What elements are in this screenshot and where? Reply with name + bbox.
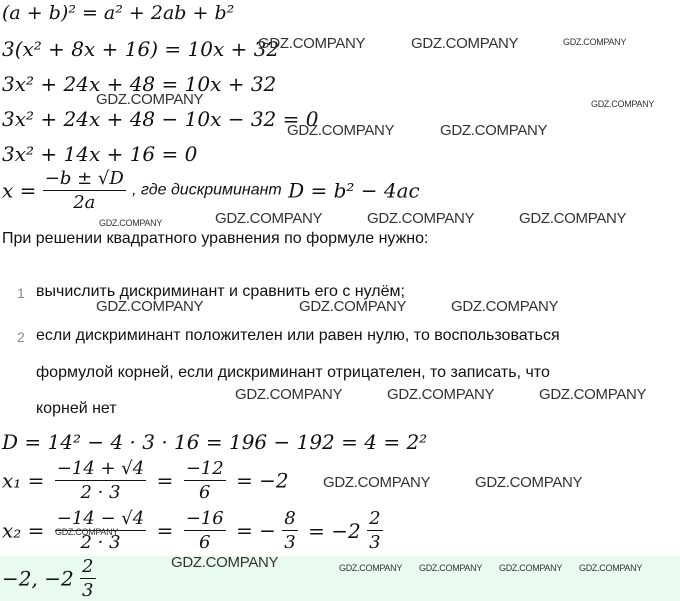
watermark: GDZ.COMPANY	[419, 563, 483, 573]
x1-fraction-2-num: −12	[185, 458, 224, 479]
x1-fraction-2-den: 6	[198, 482, 211, 503]
roots-formula-numerator: −b ± √D	[44, 168, 124, 189]
roots-formula-where: , где дискриминант	[132, 181, 282, 199]
list-item-2-line-2: формулой корней, если дискриминант отрицателен, то записать, что	[36, 364, 550, 381]
discriminant-calc-text: D = 14² − 4 · 3 · 16 = 196 − 192 = 4 = 2²	[2, 430, 428, 454]
watermark: GDZ.COMPANY	[287, 122, 395, 139]
watermark: GDZ.COMPANY	[563, 37, 627, 47]
watermark: GDZ.COMPANY	[519, 210, 627, 227]
x2-fraction-1-num: −14 − √4	[56, 508, 145, 529]
watermark: GDZ.COMPANY	[215, 210, 323, 227]
answer-prefix: −2, −2	[2, 566, 74, 591]
list-item-2-line-1: если дискриминант положителен или равен нулю, то воспользоваться	[36, 327, 560, 344]
formula-square	[2, 2, 234, 24]
watermark: GDZ.COMPANY	[96, 298, 204, 315]
watermark: GDZ.COMPANY	[99, 218, 163, 228]
list-item-2-number: 2	[17, 329, 25, 345]
watermark: GDZ.COMPANY	[440, 122, 548, 139]
watermark: GDZ.COMPANY	[339, 563, 403, 573]
x2-fraction-4-den: 3	[369, 532, 381, 553]
x1-fraction-1-num: −14 + √4	[56, 458, 145, 479]
answer-fraction-den: 3	[82, 580, 94, 601]
x2-fraction-1-den: 2 · 3	[80, 532, 121, 553]
formula-square-text: (a + b)² = a² + 2ab + b²	[2, 2, 235, 24]
step-1-text: 3(x² + 8x + 16) = 10x + 32	[2, 37, 280, 61]
watermark: GDZ.COMPANY	[96, 91, 204, 108]
list-item-1-number: 1	[17, 285, 25, 301]
x1-result: = −2	[236, 468, 289, 493]
watermark: GDZ.COMPANY	[411, 35, 519, 52]
x2-fraction-4-num: 2	[369, 508, 381, 529]
list-item-1: вычислить дискриминант и сравнить его с нулём;	[36, 283, 405, 300]
answer-fraction	[80, 556, 95, 601]
x2-mid-2: = −2	[308, 518, 361, 543]
watermark: GDZ.COMPANY	[235, 386, 343, 403]
roots-formula-lhs: x =	[2, 178, 37, 203]
x2-fraction-3	[282, 508, 297, 553]
step-1	[2, 37, 279, 61]
x2-fraction-3-den: 3	[284, 532, 296, 553]
x2-fraction-2-num: −16	[185, 508, 224, 529]
step-4-text: 3x² + 14x + 16 = 0	[2, 142, 198, 166]
step-2-text: 3x² + 24x + 48 = 10x + 32	[2, 72, 277, 96]
watermark: GDZ.COMPANY	[171, 554, 279, 571]
roots-formula-fraction	[43, 168, 126, 213]
watermark: GDZ.COMPANY	[299, 298, 407, 315]
x1-fraction-2	[184, 458, 226, 503]
list-item-2-line-3: корней нет	[36, 400, 117, 417]
watermark: GDZ.COMPANY	[258, 35, 366, 52]
answer-fraction-num: 2	[82, 556, 94, 577]
step-3	[2, 107, 318, 131]
x2-fraction-2	[184, 508, 226, 553]
watermark: GDZ.COMPANY	[475, 474, 583, 491]
watermark: GDZ.COMPANY	[387, 386, 495, 403]
x2-lhs: x₂ =	[2, 518, 45, 543]
watermark: GDZ.COMPANY	[579, 563, 643, 573]
roots-formula	[2, 168, 420, 213]
x1-eq: =	[156, 468, 174, 493]
x1-fraction-1	[55, 458, 146, 503]
watermark: GDZ.COMPANY	[539, 386, 647, 403]
x1-calc	[2, 458, 289, 503]
x2-mid: = −	[236, 518, 276, 543]
discriminant-calc	[2, 430, 427, 454]
roots-formula-denominator: 2a	[73, 192, 96, 213]
x2-eq: =	[156, 518, 174, 543]
watermark: GDZ.COMPANY	[451, 298, 559, 315]
x2-fraction-3-num: 8	[284, 508, 296, 529]
watermark: GDZ.COMPANY	[323, 474, 431, 491]
answer	[2, 556, 96, 601]
rule-intro: При решении квадратного уравнения по формуле нужно:	[2, 230, 429, 247]
step-4	[2, 142, 197, 166]
watermark: GDZ.COMPANY	[55, 527, 119, 537]
x1-lhs: x₁ =	[2, 468, 45, 493]
step-3-text: 3x² + 24x + 48 − 10x − 32 = 0	[2, 107, 319, 131]
watermark: GDZ.COMPANY	[499, 563, 563, 573]
watermark: GDZ.COMPANY	[367, 210, 475, 227]
x2-fraction-4	[367, 508, 382, 553]
x2-fraction-2-den: 6	[198, 532, 211, 553]
roots-formula-discriminant: D = b² − 4ac	[288, 178, 420, 203]
watermark: GDZ.COMPANY	[591, 99, 655, 109]
x1-fraction-1-den: 2 · 3	[80, 482, 121, 503]
